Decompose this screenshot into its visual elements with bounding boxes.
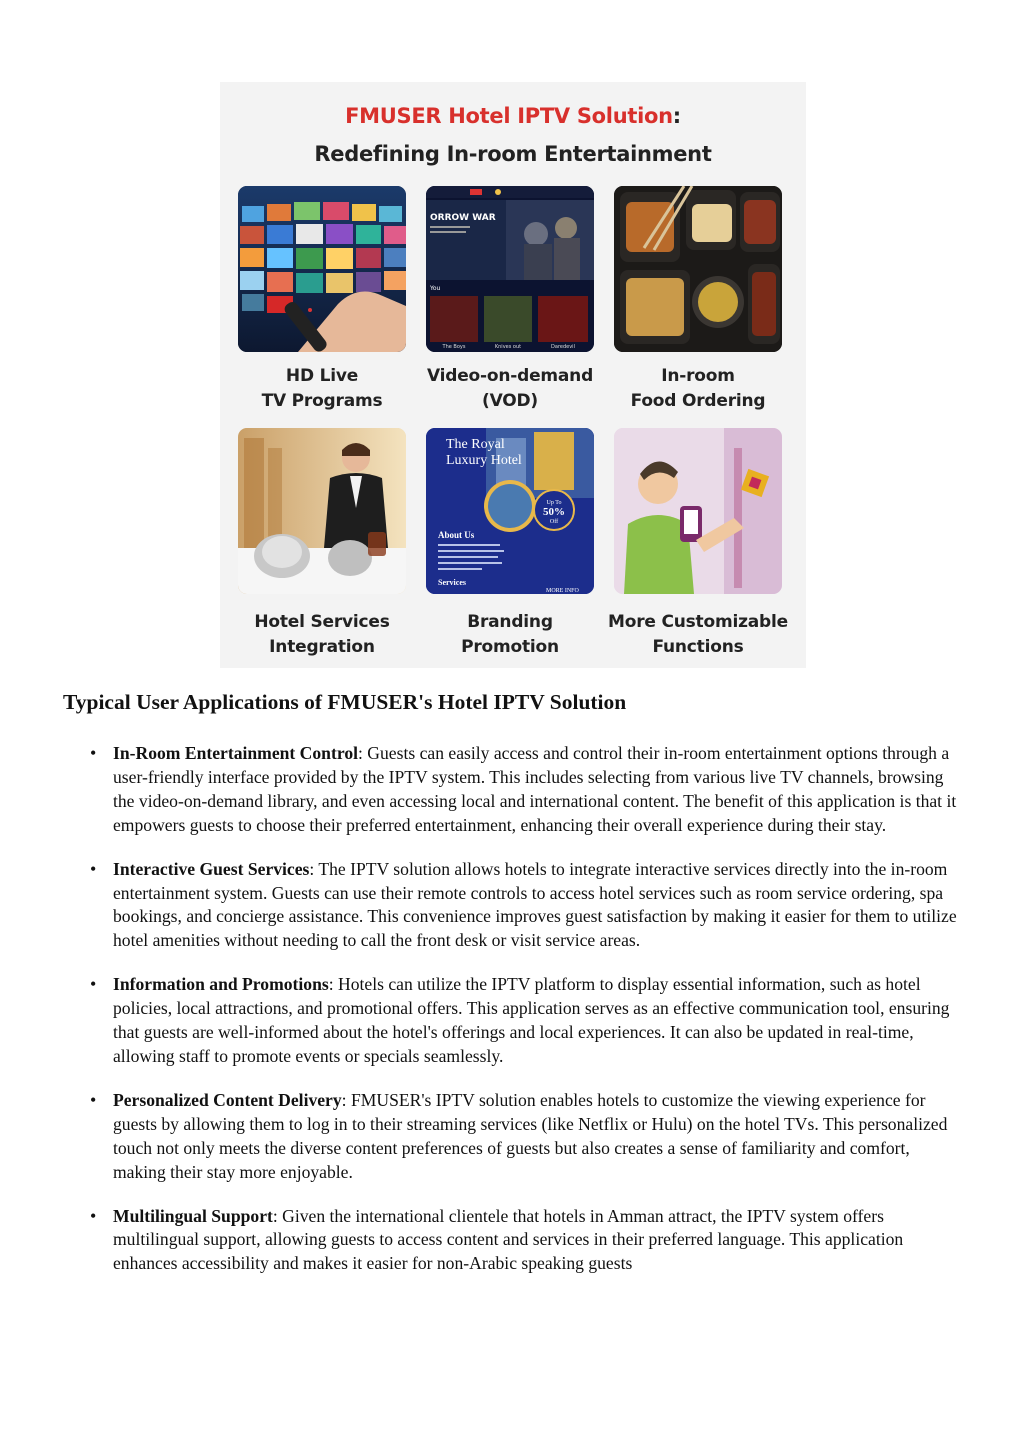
list-item [113,1089,965,1185]
item-title: Information and Promotions [113,974,329,995]
caption-vod: Video-on-demand (VOD) [426,366,594,411]
svg-text:Off: Off [549,519,559,525]
svg-text:50%: 50% [543,506,565,518]
item-text: : FMUSER's IPTV solution enables hotels to customize the viewing experience for guests by allowing them to log in to their streaming services (like Netflix or Hulu) on the hotel TVs. This personalized touch not only meets the diverse content preferences of guests but also creates a sense of familiarity and comfort, making their stay more enjoyable. [113,1089,948,1182]
infographic-subtitle: Redefining In-room Entertainment [314,142,712,166]
list-item [113,1205,965,1277]
svg-text:Daredevil: Daredevil [551,344,575,350]
list-item [113,973,965,1069]
caption-hotel-services: Hotel Services Integration [254,612,390,657]
infographic-title: FMUSER Hotel IPTV Solution: [345,104,681,128]
applications-list [113,742,965,1296]
svg-text:MORE INFO: MORE INFO [546,588,579,594]
item-text: : Hotels can utilize the IPTV platform to display essential information, such as hotel policies, local attractions, and promotional offers. This application serves as an effective communication tool, ensuring that guests are well-informed about the hotel's offerings and local experiences. It can also be updated in real-time, allowing staff to promote events or specials seamlessly. [113,974,950,1066]
section-heading: Typical User Applications of FMUSER's Hotel IPTV Solution [63,690,627,714]
item-text: : Given the international clientele that hotels in Amman attract, the IPTV system offers multilingual support, allowing guests to access content and services in their preferred language. This application enhances accessibility and makes it easier for non-Arabic speaking guests [113,1205,904,1274]
svg-text:Knives out: Knives out [494,344,522,350]
tv-wall-remote-image [238,186,406,352]
svg-text:The Royal: The Royal [446,437,505,452]
svg-text:Services: Services [438,578,466,587]
hotel-service-image [238,428,406,594]
list-item [113,858,965,954]
list-item [113,742,965,838]
svg-text:Luxury Hotel: Luxury Hotel [446,453,522,468]
caption-food-ordering: In-room Food Ordering [630,366,766,411]
svg-text:About Us: About Us [438,530,475,540]
caption-hd-live: HD Live TV Programs [261,366,383,411]
svg-text:The Boys: The Boys [442,344,466,350]
vod-screen-image [426,186,594,352]
hotel-brochure-image [426,428,594,594]
svg-text:ORROW WAR: ORROW WAR [430,213,496,223]
item-title: Personalized Content Delivery [113,1089,342,1110]
svg-text:Up To: Up To [546,500,562,506]
item-text: : The IPTV solution allows hotels to integrate interactive services directly into the in-room entertainment system. Guests can use their remote controls to access hotel services such as room service ordering, spa bookings, and concierge assistance. This convenience improves guest satisfaction by making it easier for them to utilize hotel amenities without needing to call the front desk or visit service areas. [113,858,957,951]
item-text: : Guests can easily access and control their in-room entertainment options through a user-friendly interface provided by the IPTV system. This includes selecting from various live TV channels, browsing the video-on-demand library, and even accessing local and international content. The benefit of this application is that it empowers guests to choose their preferred entertainment, enhancing their overall experience during their stay. [113,743,957,835]
item-title: In-Room Entertainment Control [113,743,358,763]
caption-customizable: More Customizable Functions [608,612,788,657]
iptv-infographic [220,82,806,668]
svg-text:You: You [430,285,441,292]
food-tray-image [614,186,782,352]
item-title: Interactive Guest Services [113,858,310,879]
item-title: Multilingual Support [113,1205,273,1226]
caption-branding: Branding Promotion [461,612,559,657]
customize-illustration-image [614,428,782,594]
